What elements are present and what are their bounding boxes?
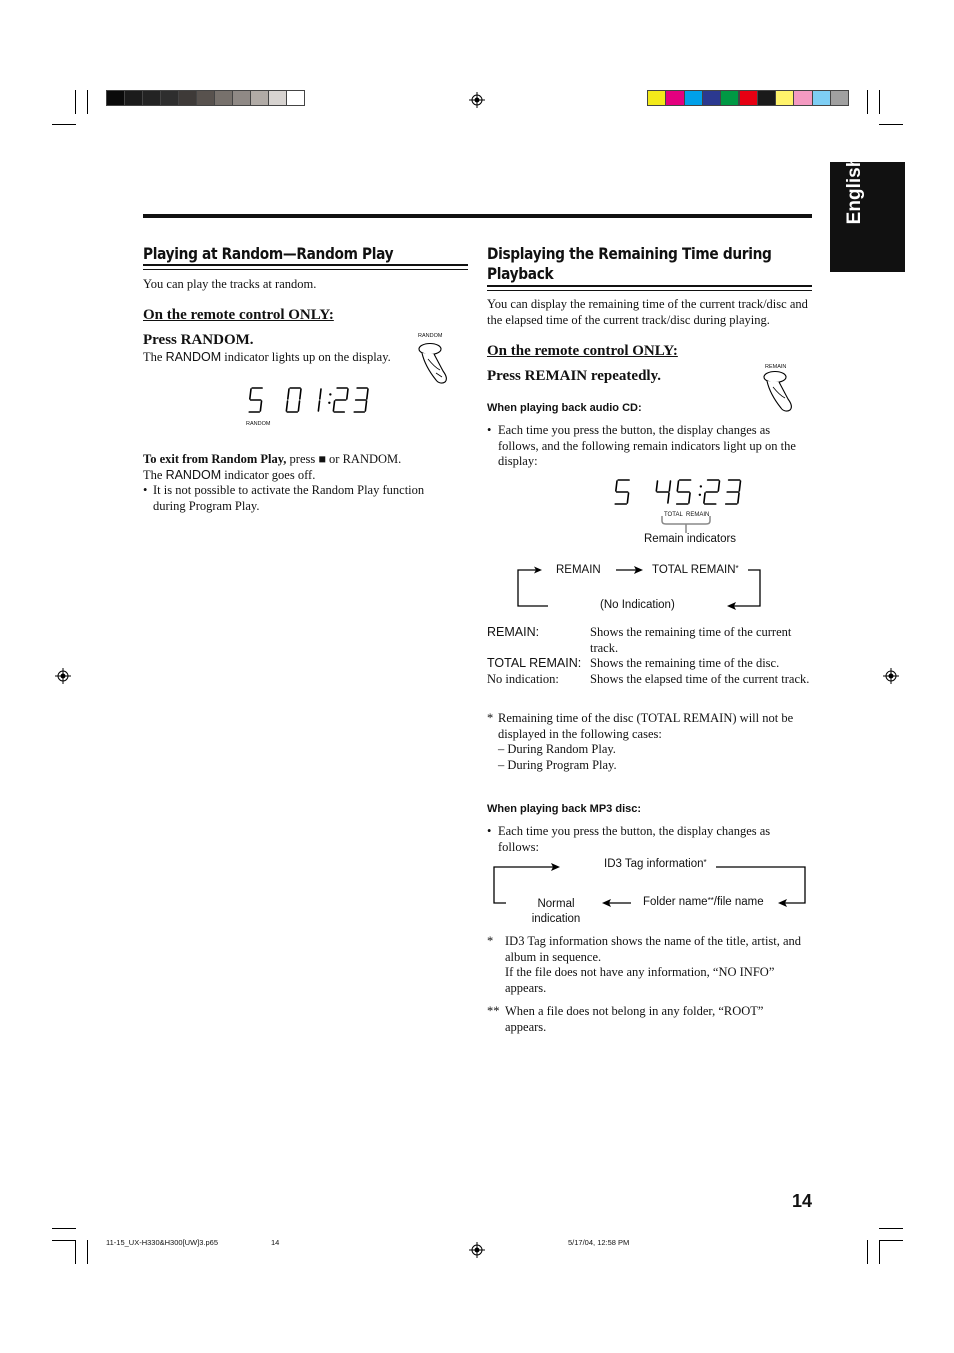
lcd-segment	[656, 481, 657, 491]
calibration-swatch	[684, 90, 703, 106]
footer-page: 14	[271, 1238, 280, 1247]
calibration-swatch	[196, 90, 215, 106]
footnote1-text: ID3 Tag information shows the name of the title, artist, and album in sequence.	[505, 934, 802, 964]
lcd-segment	[250, 389, 251, 399]
calibration-swatch	[106, 90, 125, 106]
page-number: 14	[792, 1191, 813, 1211]
lcd-colon	[700, 485, 702, 487]
lcd-segment	[286, 401, 287, 411]
registration-mark-icon	[883, 668, 899, 684]
random-indicator-text: The RANDOM indicator lights up on the display.	[143, 350, 391, 364]
calibration-swatch	[757, 90, 776, 106]
lcd-colon	[699, 494, 701, 496]
right-intro: You can display the remaining time of the current track/disc and the elapsed time of the current track/disc during playing.	[487, 297, 808, 327]
heading-rule-thin	[487, 290, 812, 291]
flow-no-indication: (No Indication)	[600, 599, 675, 611]
footnote1-text2: If the file does not have any information, “NO INFO” appears.	[505, 965, 775, 995]
mp3-bullet-text: Each time you press the button, the display changes as follows:	[498, 824, 771, 854]
calibration-swatch	[830, 90, 849, 106]
calibration-swatch	[702, 90, 721, 106]
calibration-swatch	[665, 90, 684, 106]
def-desc-total-remain: Shows the remaining time of the disc.	[590, 656, 780, 670]
remain-display	[612, 478, 748, 506]
lcd-segment	[677, 481, 678, 491]
right-remote-only: On the remote control ONLY:	[487, 343, 678, 359]
remain-indicator: REMAIN	[686, 512, 710, 518]
indicator-bracket	[660, 516, 712, 534]
heading-rule	[143, 264, 468, 266]
right-heading-line2: Playback	[487, 264, 554, 283]
remain-button-label: REMAIN	[765, 364, 787, 370]
calibration-swatch	[250, 90, 269, 106]
lcd-colon	[328, 402, 330, 404]
footnote2-text: When a file does not belong in any folder, “ROOT” appears.	[505, 1004, 764, 1034]
lcd-segment	[669, 481, 670, 491]
lcd-segment	[318, 401, 319, 411]
calibration-swatch	[232, 90, 251, 106]
remain-indicators-label: Remain indicators	[644, 533, 737, 545]
lcd-segment	[627, 493, 628, 503]
finger-press-icon	[761, 370, 807, 416]
flow-remain: REMAIN	[556, 564, 601, 576]
exit-random-text: To exit from Random Play, press ■ or RANDOM.	[143, 452, 402, 466]
footnote2-mark: **	[487, 1004, 500, 1018]
def-term-total-remain: TOTAL REMAIN:	[487, 656, 582, 670]
flow-id3: ID3 Tag information*	[604, 858, 707, 870]
mp3-heading: When playing back MP3 disc:	[487, 803, 642, 815]
lcd-segment	[288, 389, 289, 399]
def-desc-remain: Shows the remaining time of the current track.	[590, 625, 792, 655]
random-display-indicator: RANDOM	[246, 421, 271, 427]
calibration-swatch	[124, 90, 143, 106]
lcd-segment	[333, 401, 334, 411]
left-bullet-marker: •	[143, 483, 148, 497]
random-display	[246, 386, 375, 414]
footer-date: 5/17/04, 12:58 PM	[568, 1238, 630, 1247]
calibration-swatch	[812, 90, 831, 106]
lcd-segment	[365, 401, 366, 411]
indicator-off-text: The RANDOM indicator goes off.	[143, 468, 316, 482]
lcd-segment	[347, 389, 348, 399]
calibration-swatch	[214, 90, 233, 106]
cd-bullet-marker: •	[487, 423, 492, 437]
lcd-segment	[298, 401, 299, 411]
seven-segment-display	[246, 386, 375, 414]
note-mark: *	[487, 711, 494, 725]
cd-heading: When playing back audio CD:	[487, 402, 642, 414]
lcd-segment	[689, 493, 690, 503]
calibration-swatch	[268, 90, 287, 106]
footnote1-mark: *	[487, 934, 494, 948]
calibration-swatch	[793, 90, 812, 106]
heading-rule-thin	[143, 269, 468, 270]
lcd-segment	[668, 493, 669, 503]
heading-rule	[487, 285, 812, 287]
lcd-segment	[616, 481, 617, 491]
note-case-random: – During Random Play.	[498, 742, 616, 756]
left-intro: You can play the tracks at random.	[143, 277, 317, 291]
lcd-segment	[738, 493, 739, 503]
calibration-swatch	[647, 90, 666, 106]
lcd-segment	[300, 389, 301, 399]
right-heading-line1: Displaying the Remaining Time during	[487, 244, 772, 263]
seven-segment-display	[612, 478, 748, 506]
lcd-segment	[704, 493, 705, 503]
flow-total-remain: TOTAL REMAIN*	[652, 564, 739, 576]
total-indicator: TOTAL	[664, 512, 683, 518]
flow-normal: Normal indication	[531, 898, 581, 925]
calibration-swatch	[160, 90, 179, 106]
lcd-segment	[718, 481, 719, 491]
left-section-heading: Playing at Random—Random Play	[143, 244, 394, 263]
lcd-segment	[320, 389, 321, 399]
language-tab	[830, 155, 905, 272]
note-text: Remaining time of the disc (TOTAL REMAIN) will not be displayed in the following cases:	[498, 711, 794, 741]
press-random: Press RANDOM.	[143, 332, 254, 348]
language-tab-label: English	[844, 155, 865, 225]
lcd-segment	[260, 401, 261, 411]
lcd-segment	[367, 389, 368, 399]
note-case-program: – During Program Play.	[498, 758, 617, 772]
left-remote-only: On the remote control ONLY:	[143, 307, 334, 323]
finger-press-icon	[414, 340, 460, 386]
left-bullet-text: It is not possible to activate the Random Play function during Program Play.	[153, 483, 425, 513]
calibration-swatch	[178, 90, 197, 106]
registration-mark-icon	[469, 92, 485, 108]
def-term-no-indication: No indication:	[487, 672, 559, 686]
calibration-swatch	[286, 90, 305, 106]
registration-mark-icon	[55, 668, 71, 684]
random-button-label: RANDOM	[418, 333, 443, 339]
press-remain: Press REMAIN repeatedly.	[487, 368, 662, 384]
calibration-swatch	[720, 90, 739, 106]
footer-file: 11-15_UX-H330&H300[UW]3.p65	[106, 1238, 219, 1247]
top-rule	[143, 214, 812, 218]
flow-folder-file: Folder name**/file name	[643, 896, 764, 908]
def-term-remain: REMAIN:	[487, 625, 540, 639]
calibration-swatch	[142, 90, 161, 106]
registration-mark-icon	[469, 1242, 485, 1258]
mp3-bullet-marker: •	[487, 824, 492, 838]
def-desc-no-indication: Shows the elapsed time of the current track.	[590, 672, 810, 686]
calibration-swatch	[775, 90, 794, 106]
cd-bullet-text: Each time you press the button, the display changes as follows, and the following remain indicators light up on the display:	[498, 423, 796, 468]
lcd-segment	[739, 481, 740, 491]
lcd-colon	[329, 393, 331, 395]
calibration-swatch	[739, 90, 758, 106]
